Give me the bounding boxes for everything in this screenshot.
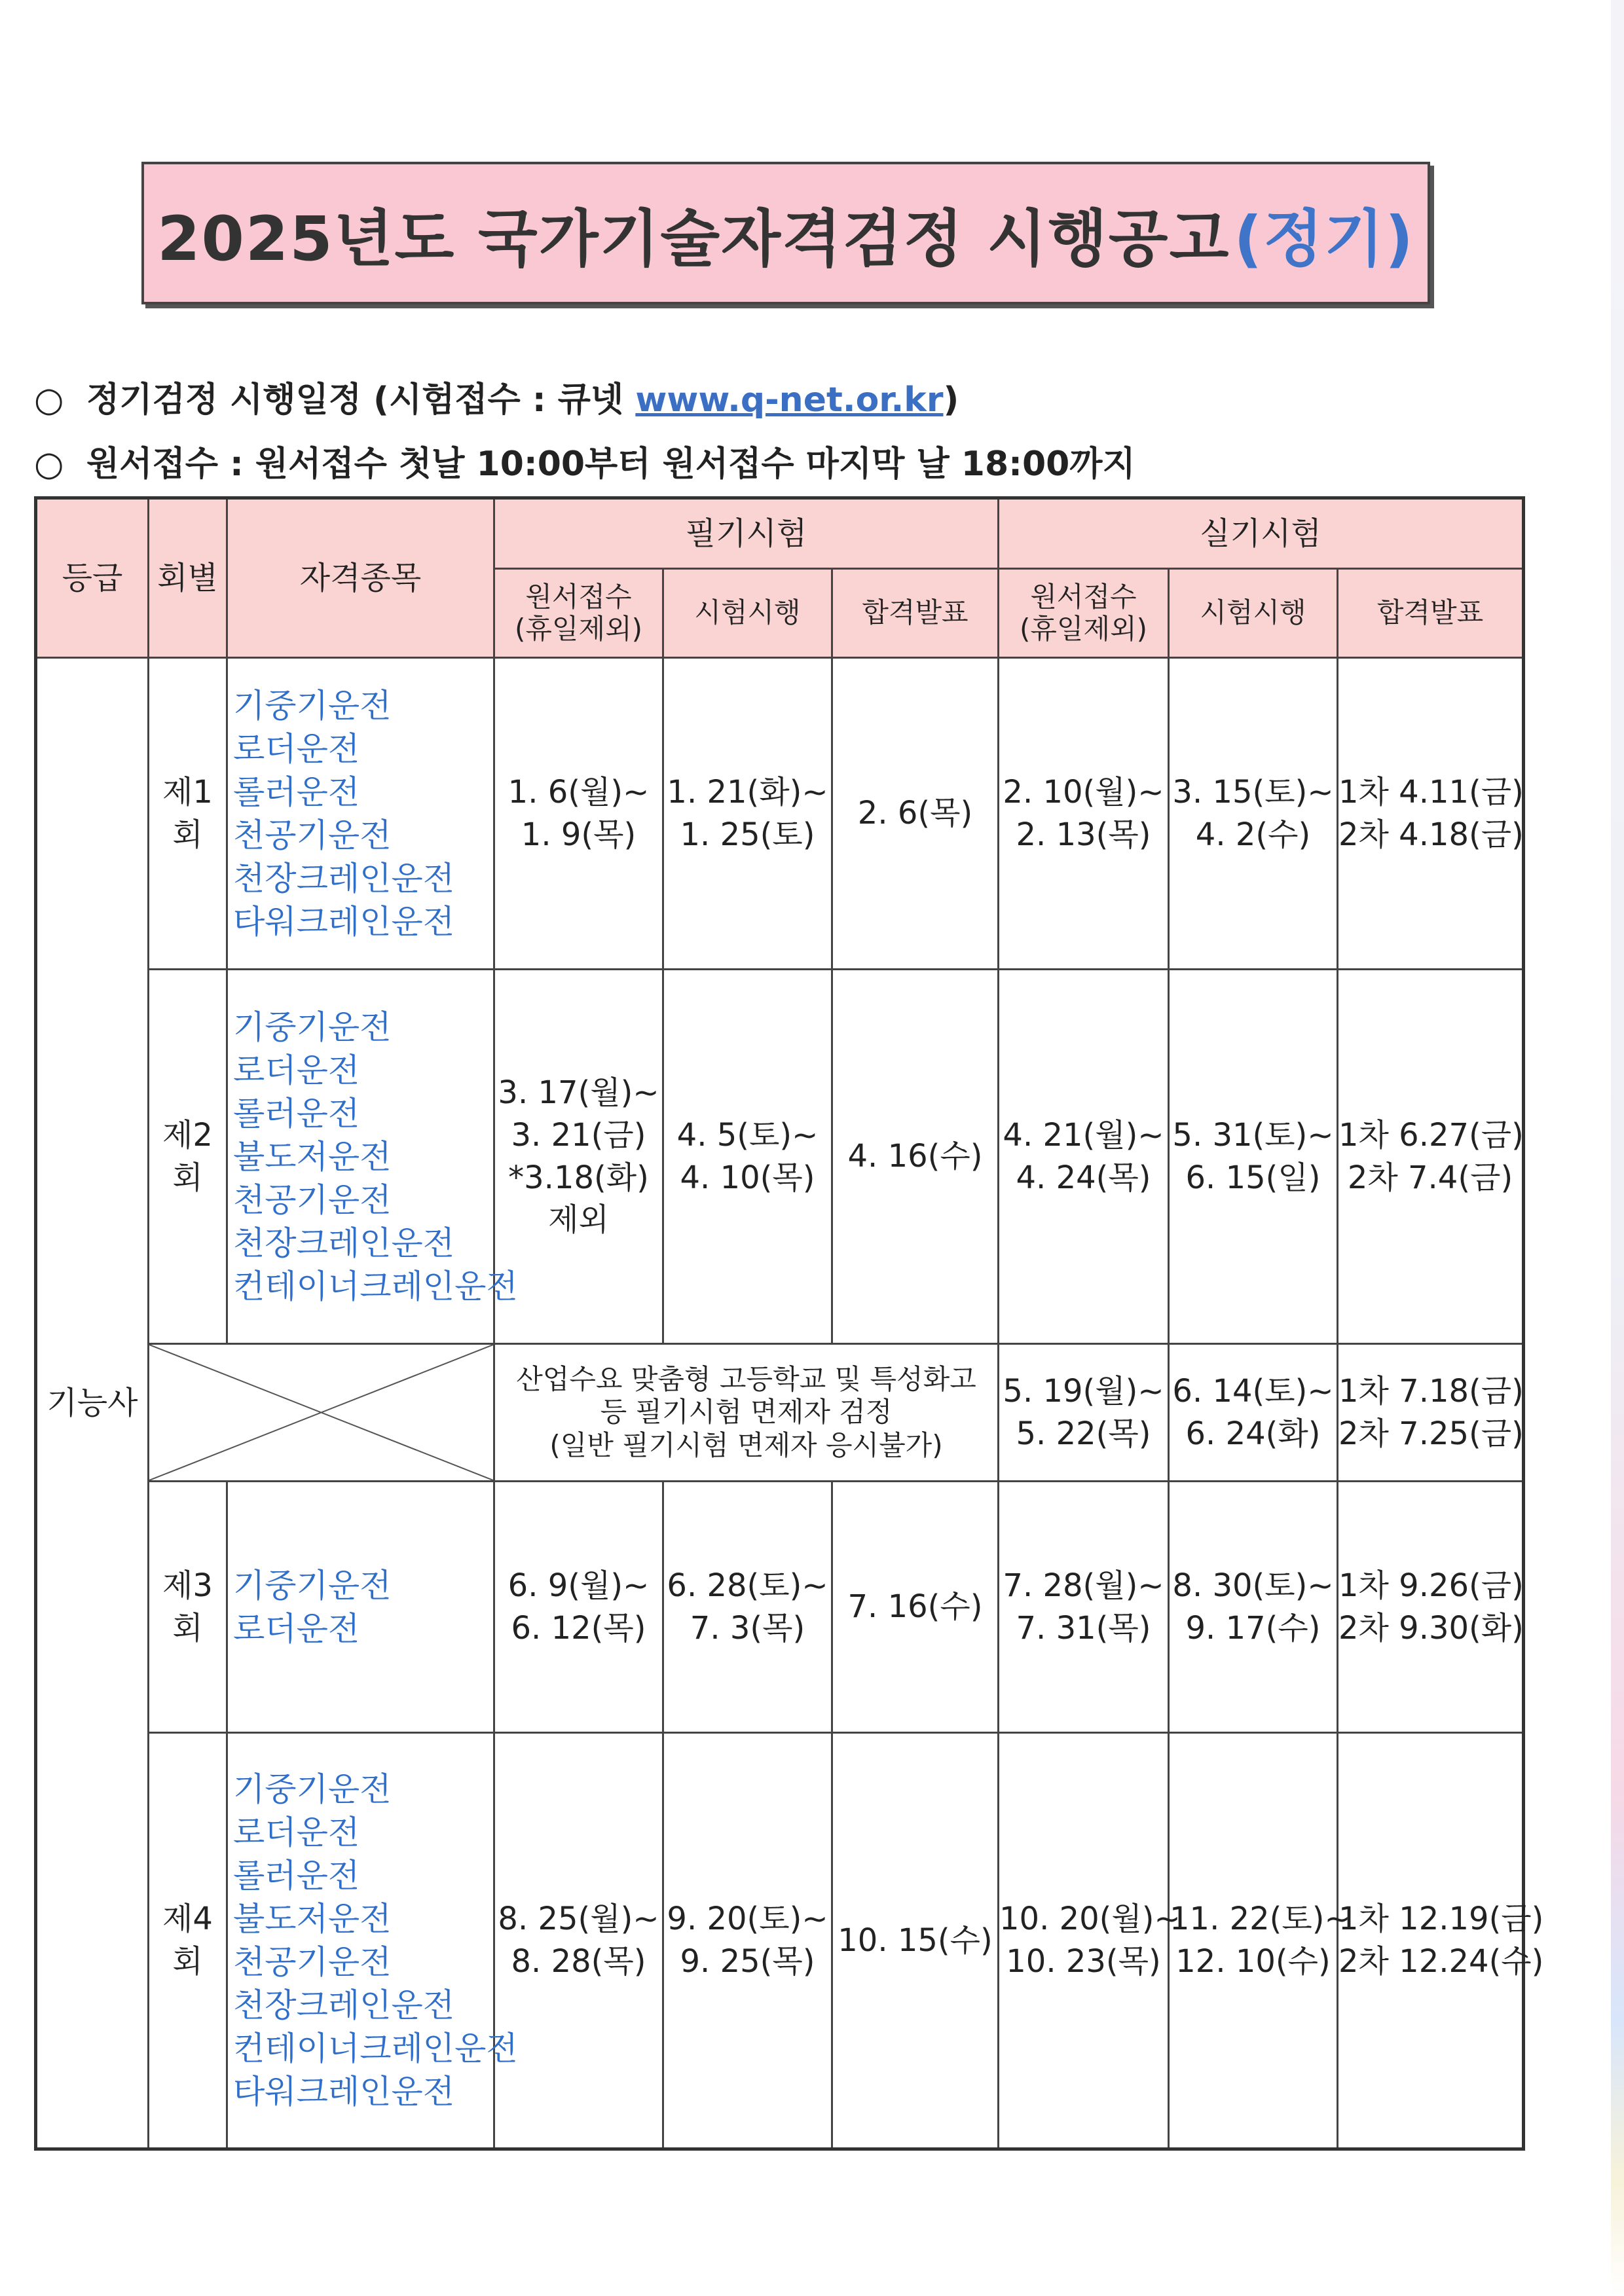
job-item: 불도저운전 (233, 1900, 392, 1938)
job-item: 기중기운전 (233, 1008, 392, 1046)
practical-result-date (1338, 1733, 1544, 2149)
round-label: 제4회 (149, 1733, 227, 2149)
job-item: 롤러운전 (233, 773, 360, 811)
practical-result-date (1338, 658, 1524, 970)
job-item: 로더운전 (233, 1609, 360, 1648)
date-line: 2차 7.4(금) (1347, 1159, 1513, 1196)
job-item: 롤러운전 (233, 1094, 360, 1133)
written-exam-date (663, 1482, 832, 1733)
date-line: 11. 22(토)~ (1170, 1901, 1351, 1938)
page-title-accent: (정기) (1234, 203, 1414, 275)
written-apply-date (494, 1482, 663, 1733)
header-written-exam: 시험시행 (663, 569, 832, 658)
date-line: 4. 10(목) (680, 1159, 815, 1196)
job-item: 컨테이너크레인운전 (233, 2030, 518, 2068)
exempt-line: 등 필기시험 면제자 검정 (600, 1396, 893, 1429)
date-line: 9. 17(수) (1185, 1609, 1321, 1647)
practical-apply-date (999, 1344, 1169, 1482)
written-result-date (832, 658, 999, 970)
written-result-date (832, 970, 999, 1344)
date-note: 제외 (548, 1201, 609, 1239)
header-grade: 등급 (36, 498, 149, 658)
written-result-date (832, 1482, 999, 1733)
notice-application (34, 436, 1135, 485)
schedule-table (34, 496, 1544, 2151)
date-line: 3. 17(월)~ (498, 1074, 659, 1111)
job-item: 로더운전 (233, 1051, 360, 1089)
date-line: 1. 9(목) (521, 816, 637, 853)
date-line: 1차 4.11(금) (1338, 773, 1524, 811)
date-line: 1. 21(화)~ (667, 773, 828, 811)
job-item: 타워크레인운전 (233, 902, 455, 941)
date-line: 6. 9(월)~ (507, 1567, 650, 1604)
practical-result-date (1338, 970, 1524, 1344)
written-exam-date (663, 658, 832, 970)
header-practical-apply (999, 569, 1169, 658)
practical-apply-date (999, 1733, 1181, 2149)
written-exam-date (663, 970, 832, 1344)
date-line: 2차 9.30(화) (1338, 1609, 1524, 1647)
job-item: 로더운전 (233, 1813, 360, 1851)
date-line: 6. 12(목) (511, 1609, 646, 1647)
date-line: 4. 2(수) (1195, 816, 1311, 853)
date-line: 2. 13(목) (1016, 816, 1151, 853)
header-round: 회별 (149, 498, 227, 658)
date-line: 6. 14(토)~ (1172, 1372, 1334, 1410)
table-row-round-1 (36, 658, 1524, 970)
notice-schedule-suffix: ) (943, 380, 959, 420)
job-item: 로더운전 (233, 729, 360, 768)
date-line: 4. 5(토)~ (676, 1116, 819, 1154)
date-line: 12. 10(수) (1175, 1943, 1331, 1980)
practical-result-date (1338, 1344, 1524, 1482)
date-line: 1. 25(토) (680, 816, 815, 853)
date-line: 6. 28(토)~ (667, 1567, 828, 1604)
date-line: 1차 7.18(금) (1338, 1372, 1524, 1410)
written-apply-date (494, 1733, 663, 2149)
job-item: 컨테이너크레인운전 (233, 1267, 518, 1305)
date-line: 8. 30(토)~ (1172, 1567, 1334, 1604)
date-line: 5. 19(월)~ (1003, 1372, 1164, 1410)
written-apply-date (494, 658, 663, 970)
notice-schedule-text: 정기검정 시행일정 (시험접수 : 큐넷 (86, 380, 636, 420)
job-list (227, 658, 494, 970)
job-item: 타워크레인운전 (233, 2073, 455, 2111)
date-line: 2차 4.18(금) (1338, 816, 1524, 853)
date-line: 4. 24(목) (1016, 1159, 1151, 1196)
grade-cell: 기능사 (36, 658, 149, 2149)
job-item: 기중기운전 (233, 686, 392, 725)
job-item: 기중기운전 (233, 1770, 392, 1808)
practical-result-date (1338, 1482, 1524, 1733)
table-row-round-2 (36, 970, 1524, 1344)
date-line: 8. 28(목) (511, 1943, 646, 1980)
date-line: 10. 20(월)~ (999, 1901, 1181, 1938)
job-item: 천장크레인운전 (233, 1224, 455, 1262)
header-written-apply (494, 569, 663, 658)
job-item: 불도저운전 (233, 1137, 392, 1176)
header-practical-exam: 시험시행 (1169, 569, 1338, 658)
date-line: 7. 28(월)~ (1003, 1567, 1164, 1604)
date-line: 6. 15(일) (1185, 1159, 1321, 1196)
date-line: 10. 15(수) (838, 1922, 993, 1959)
date-line: 1. 6(월)~ (507, 773, 650, 811)
date-line: 4. 21(월)~ (1003, 1116, 1164, 1154)
practical-apply-date (999, 1482, 1169, 1733)
header-practical: 실기시험 (999, 498, 1524, 569)
practical-exam-date (1169, 1344, 1338, 1482)
page-title-box (141, 162, 1430, 304)
header-jobs: 자격종목 (227, 498, 494, 658)
date-line: 7. 31(목) (1016, 1609, 1151, 1647)
crossed-out-cell (149, 1344, 494, 1482)
date-line: 2차 12.24(수) (1338, 1943, 1544, 1980)
job-list (227, 1733, 518, 2149)
date-line: 9. 20(토)~ (667, 1901, 828, 1938)
written-apply-date (494, 970, 663, 1344)
page-title: 2025년도 국가기술자격검정 시행공고 (157, 203, 1230, 275)
header-apply-line2: (휴일제외) (1019, 612, 1148, 645)
bullet-icon: ○ (34, 445, 64, 484)
exempt-line: 산업수요 맞춤형 고등학교 및 특성화고 (516, 1362, 976, 1395)
date-line: 9. 25(목) (680, 1943, 815, 1980)
header-written: 필기시험 (494, 498, 999, 569)
qnet-link[interactable]: www.q-net.or.kr (635, 380, 944, 420)
date-line: 1차 12.19(금) (1338, 1901, 1544, 1938)
exempt-description (494, 1344, 999, 1482)
round-label: 제1회 (149, 658, 227, 970)
date-line: 6. 24(화) (1185, 1415, 1321, 1452)
practical-apply-date (999, 970, 1169, 1344)
date-line: 2. 6(목) (857, 795, 973, 832)
job-item: 천장크레인운전 (233, 859, 455, 898)
date-line: 10. 23(목) (1006, 1943, 1161, 1980)
scan-edge (1611, 0, 1624, 2296)
date-line: 7. 16(수) (847, 1588, 983, 1626)
round-label: 제3회 (149, 1482, 227, 1733)
practical-apply-date (999, 658, 1169, 970)
practical-exam-date (1169, 970, 1338, 1344)
job-item: 기중기운전 (233, 1566, 392, 1605)
job-item: 천공기운전 (233, 816, 392, 854)
notice-schedule (34, 372, 959, 421)
date-line: 8. 25(월)~ (498, 1901, 659, 1938)
table-row-round-4 (36, 1733, 1524, 2149)
round-label: 제2회 (149, 970, 227, 1344)
job-list (227, 1482, 494, 1733)
job-list (227, 970, 518, 1344)
date-line: 5. 22(목) (1016, 1415, 1151, 1452)
header-written-result: 합격발표 (832, 569, 999, 658)
date-line: 3. 21(금) (511, 1116, 646, 1154)
date-line: 4. 16(수) (847, 1138, 983, 1175)
header-apply-line1: 원서접수 (1030, 581, 1137, 613)
exempt-line: (일반 필기시험 면제자 응시불가) (549, 1429, 943, 1461)
bullet-icon: ○ (34, 380, 64, 420)
table-row-exempt (36, 1344, 1524, 1482)
practical-exam-date (1169, 1482, 1338, 1733)
header-apply-line1: 원서접수 (525, 581, 632, 613)
written-result-date (832, 1733, 999, 2149)
date-line: 7. 3(목) (690, 1609, 805, 1647)
table-row-round-3 (36, 1482, 1524, 1733)
notice-application-text: 원서접수 : 원서접수 첫날 10:00부터 원서접수 마지막 날 18:00까지 (86, 445, 1135, 484)
job-item: 천장크레인운전 (233, 1986, 455, 2024)
practical-exam-date (1169, 658, 1338, 970)
header-apply-line2: (휴일제외) (514, 612, 643, 645)
date-line: 3. 15(토)~ (1172, 773, 1334, 811)
date-line: 5. 31(토)~ (1172, 1116, 1334, 1154)
date-line: 2. 10(월)~ (1003, 773, 1164, 811)
practical-exam-date (1169, 1733, 1351, 2149)
job-item: 롤러운전 (233, 1857, 360, 1895)
date-note: *3.18(화) (508, 1159, 649, 1196)
date-line: 1차 9.26(금) (1338, 1567, 1524, 1604)
cross-lines (149, 1345, 493, 1480)
header-practical-result: 합격발표 (1338, 569, 1524, 658)
job-item: 천공기운전 (233, 1943, 392, 1981)
job-item: 천공기운전 (233, 1180, 392, 1219)
written-exam-date (663, 1733, 832, 2149)
date-line: 1차 6.27(금) (1338, 1116, 1524, 1154)
date-line: 2차 7.25(금) (1338, 1415, 1524, 1452)
